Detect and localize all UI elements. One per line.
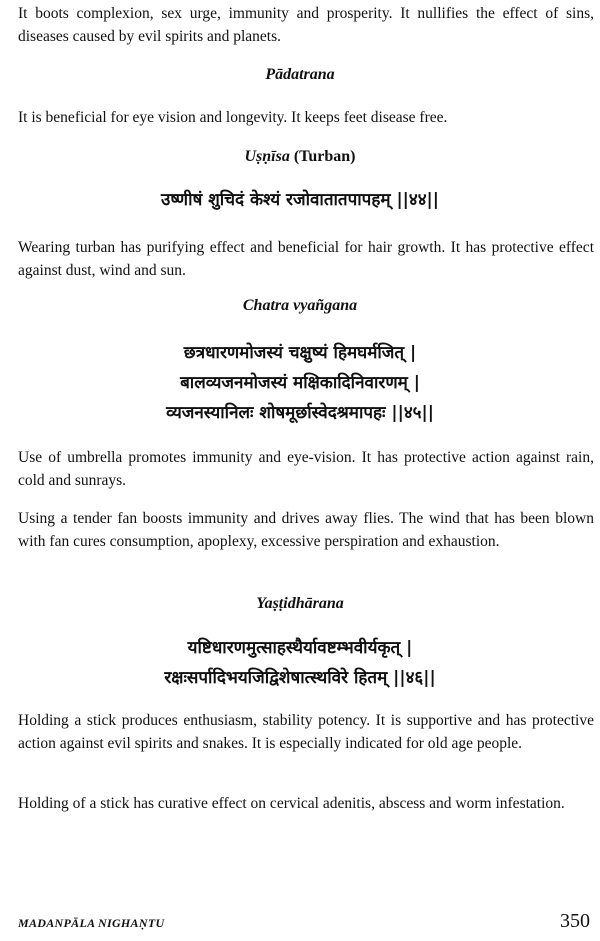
verse-45-line-2: बालव्यजनमोजस्यं मक्षिकादिनिवारणम् | [180, 373, 420, 393]
paragraph-umbrella: Use of umbrella promotes immunity and eye-vision. It has protective action against rain, cold and sunrays. [18, 449, 594, 489]
paragraph-prosperity: It boots complexion, sex urge, immunity and prosperity. It nullifies the effect of sins, diseases caused by evil spirits and planets. [18, 5, 594, 45]
paragraph-stick: Holding a stick produces enthusiasm, stability potency. It is supportive and has protective action against evil spirits and snakes. It is especially indicated for old age people. [18, 712, 594, 752]
verse-45-line-1: छत्रधारणमोजस्यं चक्षुष्यं हिमघर्मजित् | [183, 343, 417, 363]
page-number: 350 [560, 910, 590, 932]
heading-yastidharana: Yaṣṭidhārana [256, 595, 344, 612]
heading-usnisa-gloss: (Turban) [293, 148, 356, 165]
running-footer-title: MADANPĀLA NIGHAṆTU [18, 916, 165, 930]
heading-usnisa [0, 148, 600, 166]
verse-46-line-1: यष्टिधारणमुत्साहस्थैर्यावष्टम्भवीर्यकृत् | [187, 638, 413, 658]
paragraph-turban: Wearing turban has purifying effect and beneficial for hair growth. It has protective effect against dust, wind and sun. [18, 239, 594, 279]
paragraph-fan: Using a tender fan boosts immunity and drives away flies. The wind that has been blown with fan cures consumption, apoplexy, excessive perspiration and exhaustion. [18, 510, 594, 550]
heading-padatrana: Pādatrana [265, 66, 335, 83]
paragraph-padatrana: It is beneficial for eye vision and longevity. It keeps feet disease free. [18, 109, 448, 126]
verse-46-line-2: रक्षःसर्पादिभयजिद्विशेषात्स्थविरे हितम् ||४६|| [164, 668, 436, 688]
paragraph-stick-curative: Holding of a stick has curative effect on cervical adenitis, abscess and worm infestation. [18, 795, 565, 812]
verse-45-line-3: व्यजनस्यानिलः शोषमूर्छास्वेदश्रमापहः ||४५|| [166, 403, 434, 423]
heading-chatra: Chatra vyañgana [242, 297, 358, 314]
heading-usnisa-term: Uṣṇīsa [244, 148, 290, 165]
verse-44: उष्णीषं शुचिदं केश्यं रजोवातातपापहम् ||४४|| [161, 190, 439, 210]
